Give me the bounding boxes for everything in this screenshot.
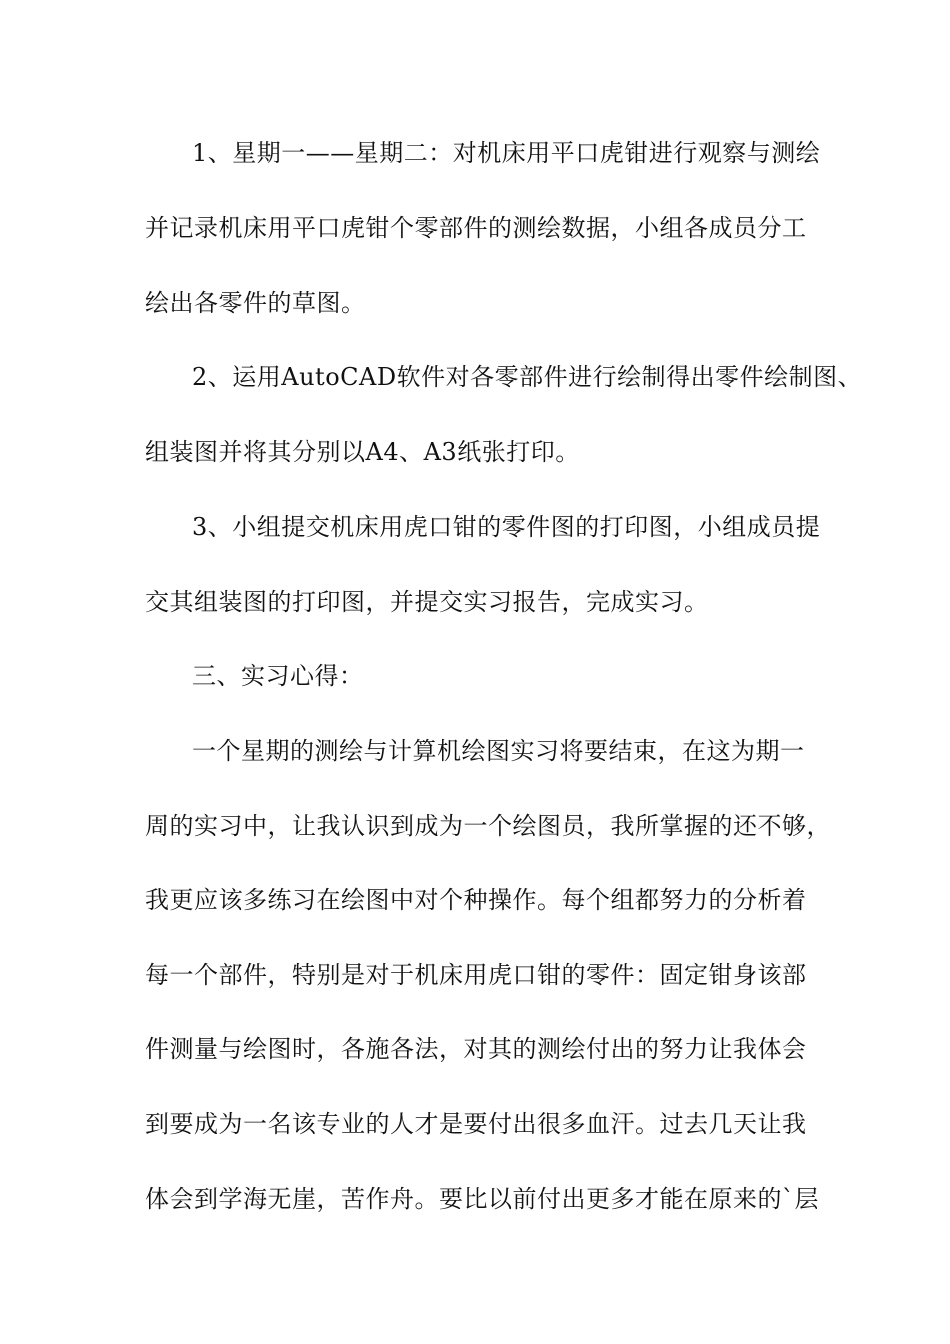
section-heading: 三、实习心得：: [192, 662, 364, 690]
text-line-7: 交其组装图的打印图，并提交实习报告，完成实习。: [145, 588, 709, 616]
text-line-11: 我更应该多练习在绘图中对个种操作。每个组都努力的分析着: [145, 886, 807, 914]
text-line-3: 绘出各零件的草图。: [145, 289, 366, 317]
text-line-13: 件测量与绘图时，各施各法，对其的测绘付出的努力让我体会: [145, 1035, 807, 1063]
text-line-14: 到要成为一名该专业的人才是要付出很多血汗。过去几天让我: [145, 1110, 807, 1138]
text-line-5: 组装图并将其分别以A4、A3纸张打印。: [145, 438, 580, 466]
text-line-10: 周的实习中，让我认识到成为一个绘图员，我所掌握的还不够，: [145, 812, 831, 840]
text-line-2: 并记录机床用平口虎钳个零部件的测绘数据，小组各成员分工: [145, 214, 807, 242]
text-line-9: 一个星期的测绘与计算机绘图实习将要结束，在这为期一: [192, 737, 805, 765]
text-line-6: 3、小组提交机床用虎口钳的零件图的打印图，小组成员提: [192, 513, 821, 541]
text-line-15: 体会到学海无崖，苦作舟。要比以前付出更多才能在原来的`层: [145, 1185, 819, 1213]
text-line-4: 2、运用AutoCAD软件对各零部件进行绘制得出零件绘制图、: [192, 363, 863, 391]
text-line-12: 每一个部件，特别是对于机床用虎口钳的零件：固定钳身该部: [145, 961, 807, 989]
text-line-1: 1、星期一——星期二：对机床用平口虎钳进行观察与测绘: [192, 139, 821, 167]
